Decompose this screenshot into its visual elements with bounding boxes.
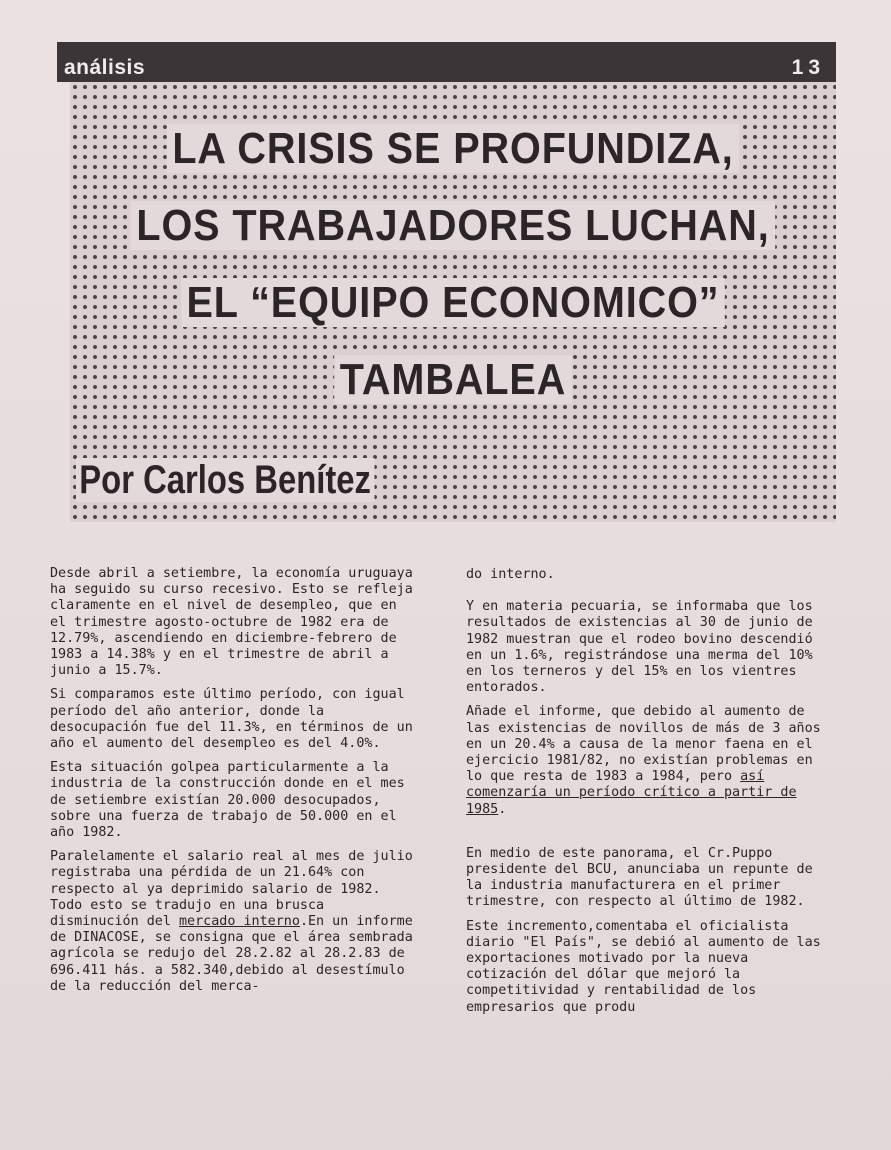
headline-line-1: LA CRISIS SE PROFUNDIZA, bbox=[108, 110, 797, 187]
underlined-phrase: mercado interno bbox=[179, 914, 300, 930]
paragraph: Este incremento,comentaba el oficialista diario "El País", se debió al aumento de las exportaciones motivado por la nueva cotización del dólar que mejoró la competitividad y rentabilidad de los empresarios que produ bbox=[466, 918, 821, 1015]
page-number: 13 bbox=[791, 56, 825, 79]
paragraph: Paralelamente el salario real al mes de julio registraba una pérdida de un 21.64% con respecto al ya deprimido salario de 1982. bbox=[50, 849, 413, 897]
paragraph: En medio de este panorama, el Cr.Puppo presidente del BCU, anunciaba un repunte de la industria manufacturera en el primer trimestre, con respecto al último de 1982. bbox=[466, 845, 813, 910]
paragraph: Añade el informe, que debido al aumento de las existencias de novillos de más de 3 años en un 20.4% a causa de la menor faena en el ejercicio 1981/82, no existían problemas en lo que resta de 1983 a 1984, pero así comenzaría un período crítico a partir de 1985. bbox=[466, 704, 821, 817]
section-header-bar bbox=[57, 42, 836, 82]
section-label: análisis bbox=[64, 56, 146, 79]
body-column-right bbox=[466, 567, 836, 1024]
paragraph: Desde abril a setiembre, la economía uruguaya ha seguido su curso recesivo. Esto se refleja claramente en el nivel de desempleo, que en el trimestre agosto-octubre de 1982 era de 12.79%, ascendiendo en diciembre-febrero de 1983 a 14.38% y en el trimestre de abril a junio a 15.7%. bbox=[50, 566, 413, 679]
headline-line-3: EL “EQUIPO ECONOMICO” bbox=[108, 264, 797, 341]
underlined-phrase: así comenzaría un período crítico a partir de 1985 bbox=[466, 769, 797, 817]
headline-line-2: LOS TRABAJADORES LUCHAN, bbox=[108, 187, 797, 264]
paragraph: do interno. bbox=[466, 567, 555, 582]
paragraph: Todo esto se tradujo en una brusca disminución del mercado interno.En un informe de DINACOSE, se consigna que el área sembrada agrícola se redujo del 28.2.82 al 28.2.83 de 696.411 hás. a 582.340,debido al desestímulo de la reducción del merca- bbox=[50, 897, 413, 994]
article-byline: Por Carlos Benítez bbox=[76, 458, 374, 503]
paragraph: Si comparamos este último período, con igual período del año anterior, donde la desocupación fue del 11.3%, en términos de un año el aumento del desempleo es del 4.0%. bbox=[50, 687, 413, 752]
headline-line-4: TAMBALEA bbox=[108, 341, 797, 418]
paragraph: Y en materia pecuaria, se informaba que los resultados de existencias al 30 de junio de 1982 muestran que el rodeo bovino descendió en un 1.6%, registrándose una merma del 10% en los terneros y del 15% en los vientres entorados. bbox=[466, 599, 813, 696]
paragraph: Esta situación golpea particularmente a la industria de la construcción donde en el mes de setiembre existían 20.000 desocupados, sobre una fuerza de trabajo de 50.000 en el año 1982. bbox=[50, 760, 405, 841]
body-column-left bbox=[50, 566, 419, 1003]
article-headline bbox=[70, 110, 836, 418]
spacer bbox=[466, 826, 836, 846]
